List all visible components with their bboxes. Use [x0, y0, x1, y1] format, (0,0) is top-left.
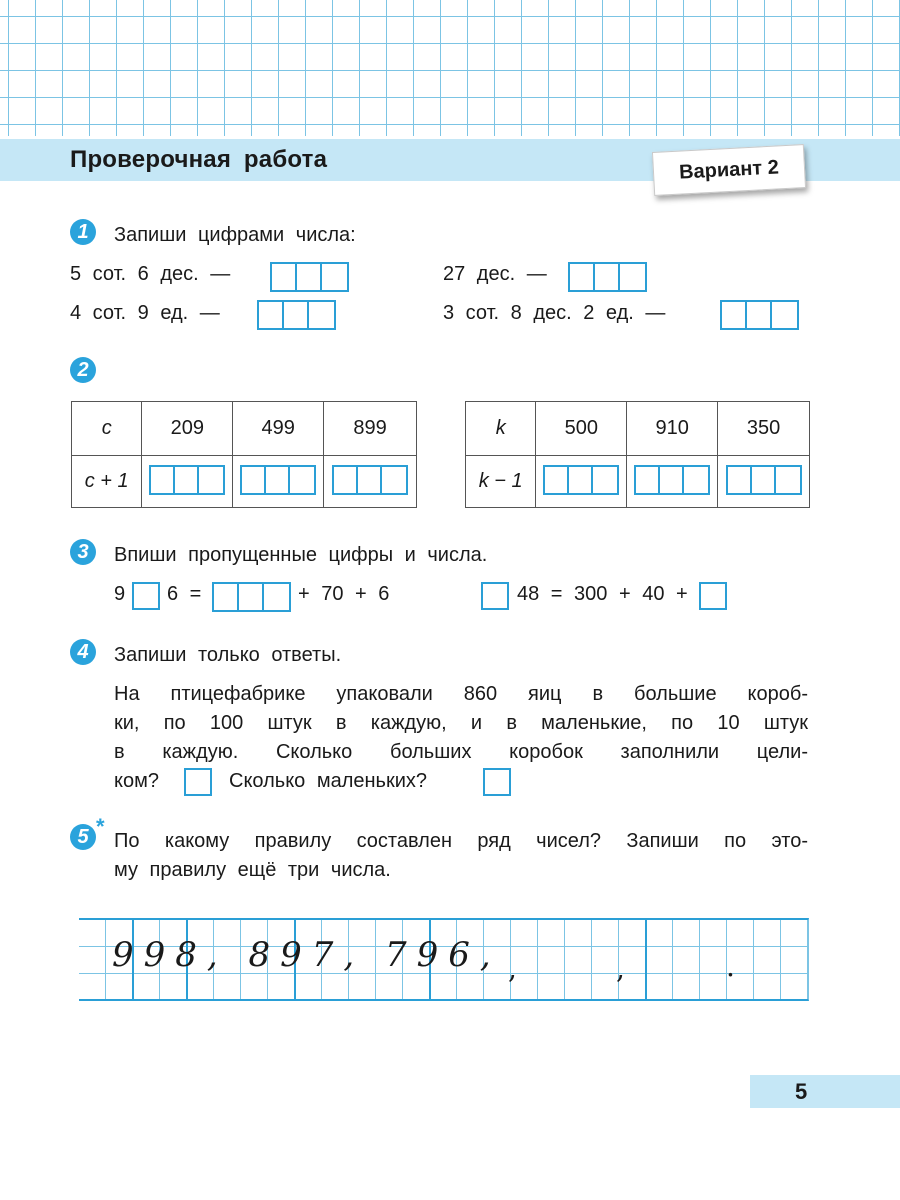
task-1-item-3: 4 сот. 9 ед. —: [70, 302, 220, 324]
answer-cells[interactable]: [240, 465, 316, 495]
handwritten-comma: ,: [508, 952, 517, 985]
task-1-item-1: 5 сот. 6 дес. —: [70, 263, 231, 285]
table-k-answer-3: [718, 456, 810, 508]
graph-paper-header: [0, 0, 900, 136]
answer-box[interactable]: [483, 768, 511, 796]
handwritten-comma: ,: [616, 952, 625, 985]
page-title: Проверочная работа: [70, 146, 328, 173]
answer-cells-1[interactable]: [270, 262, 349, 292]
table-k-value-1: 500: [536, 402, 627, 456]
answer-box[interactable]: [132, 582, 160, 610]
answer-cells-3[interactable]: [257, 300, 336, 330]
table-k-value-3: 350: [718, 402, 810, 456]
table-c-var: c: [72, 402, 142, 456]
star-icon: *: [96, 814, 105, 839]
task-3-eq1-lead: 9: [114, 583, 126, 605]
task-3-eq1-tail: + 70 + 6: [298, 583, 390, 605]
answer-cells-eq1[interactable]: [212, 582, 291, 612]
table-k-var: k: [466, 402, 536, 456]
task-4-instruction: Запиши только ответы.: [114, 644, 342, 666]
task-4-number: 4: [70, 639, 96, 665]
task-4-line-2: ки, по 100 штук в каждую, и в маленькие, по 10 штук: [114, 712, 808, 734]
table-k-expr: k − 1: [466, 456, 536, 508]
task-1-item-2: 27 дес. —: [443, 263, 547, 285]
task-5-line-1: По какому правилу составлен ряд чисел? Запиши по это-: [114, 830, 808, 852]
table-c: [71, 401, 417, 508]
table-k: [465, 401, 810, 508]
task-4-line-1: На птицефабрике упаковали 860 яиц в большие короб-: [114, 683, 808, 705]
table-c-value-2: 499: [233, 402, 324, 456]
answer-cells[interactable]: [149, 465, 225, 495]
task-1-item-4: 3 сот. 8 дес. 2 ед. —: [443, 302, 666, 324]
answer-cells[interactable]: [634, 465, 710, 495]
task-2-number: 2: [70, 357, 96, 383]
task-4-line-4a: ком?: [114, 770, 159, 792]
table-c-answer-2: [233, 456, 324, 508]
table-c-value-3: 899: [324, 402, 417, 456]
task-3-number: 3: [70, 539, 96, 565]
answer-box[interactable]: [481, 582, 509, 610]
task-5-line-2: му правилу ещё три числа.: [114, 859, 391, 881]
answer-cells[interactable]: [726, 465, 802, 495]
table-k-answer-2: [627, 456, 718, 508]
table-k-answer-1: [536, 456, 627, 508]
answer-cells-2[interactable]: [568, 262, 647, 292]
answer-cells[interactable]: [332, 465, 408, 495]
task-4-line-4b: Сколько маленьких?: [229, 770, 428, 792]
table-c-value-1: 209: [142, 402, 233, 456]
table-c-answer-3: [324, 456, 417, 508]
variant-label: Вариант 2: [652, 144, 806, 196]
answer-box[interactable]: [699, 582, 727, 610]
table-c-answer-1: [142, 456, 233, 508]
task-3-eq1-mid: 6 =: [167, 583, 202, 605]
task-5-number: 5: [70, 824, 96, 850]
task-3-instruction: Впиши пропущенные цифры и числа.: [114, 544, 488, 566]
handwritten-sequence: 998, 897, 796,: [112, 935, 501, 975]
table-c-expr: c + 1: [72, 456, 142, 508]
task-3-eq2-mid: 48 = 300 + 40 +: [517, 583, 688, 605]
handwritten-dot: .: [726, 950, 735, 983]
answer-cells[interactable]: [543, 465, 619, 495]
task-1-instruction: Запиши цифрами числа:: [114, 224, 356, 246]
table-k-value-2: 910: [627, 402, 718, 456]
answer-box[interactable]: [184, 768, 212, 796]
task-1-number: 1: [70, 219, 96, 245]
task-4-line-3: в каждую. Сколько больших коробок заполнили цели-: [114, 741, 808, 763]
page-number: 5: [750, 1075, 900, 1108]
answer-cells-4[interactable]: [720, 300, 799, 330]
